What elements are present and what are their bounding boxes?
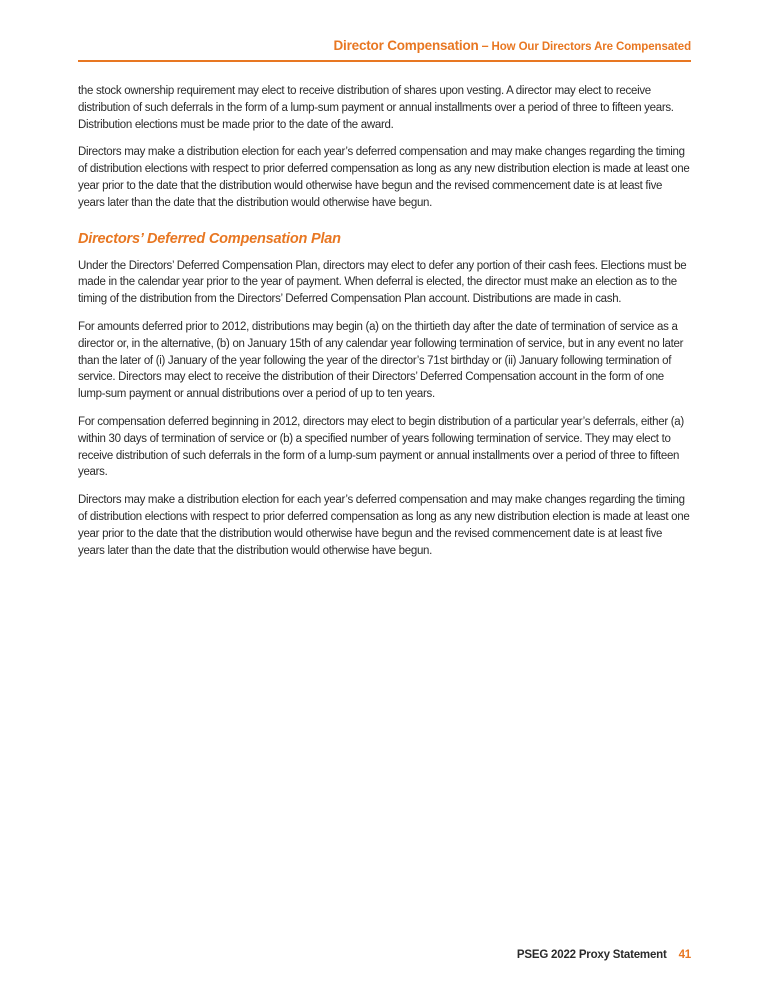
intro-paragraph-2: Directors may make a distribution election for each year’s deferred compensation and may make changes regarding the timing of distribution elections with respect to prior deferred compensation as long as any new distribution election is made at least one year prior to the date that the distribution would otherwise have begun and the revised commencement date is at least five years later than the date that the distribution would otherwise have begun. [78,146,690,209]
header-subsection-title: How Our Directors Are Compensated [491,41,691,53]
section-paragraph-1: Under the Directors’ Deferred Compensation Plan, directors may elect to defer any portion of their cash fees. Elections must be made in the calendar year prior to the year of payment. When deferral is elected, the director must make an election as to the timing of the distribution from the Directors’ Deferred Compensation Plan account. Distributions are made in cash. [78,259,687,306]
page-footer [517,949,691,961]
footer-document-title: PSEG 2022 Proxy Statement [516,949,667,961]
header-separator: – [481,39,489,53]
page-header [78,0,691,62]
section-heading-directors-deferred-compensation-plan: Directors’ Deferred Compensation Plan [78,230,341,247]
section-paragraph-4: Directors may make a distribution election for each year’s deferred compensation and may make changes regarding the timing of distribution elections with respect to prior deferred compensation as long as any new distribution election is made at least one year prior to the date that the distribution would otherwise have begun and the revised commencement date is at least five years later than the date that the distribution would otherwise have begun. [78,494,690,557]
footer-page-number: 41 [678,949,691,961]
intro-paragraph-1: the stock ownership requirement may elect to receive distribution of shares upon vesting. A director may elect to receive distribution of such deferrals in the form of a lump-sum payment or annual installments over a period of three to fifteen years. Distribution elections must be made prior to the date of the award. [78,85,674,131]
header-section-title: Director Compensation [333,38,479,53]
section-paragraph-2: For amounts deferred prior to 2012, distributions may begin (a) on the thirtieth day after the date of termination of service as a director or, in the alternative, (b) on January 15th of any calendar year following termination of service, but in any event no later than the later of (i) January of the year following the year of the director’s 71st birthday or (ii) January following termination of service. Directors may elect to receive the distribution of their Directors’ Deferred Compensation account in the form of one lump-sum payment or annual distributions over a period of up to ten years. [78,320,684,401]
section-paragraph-3: For compensation deferred beginning in 2012, directors may elect to begin distribution of a particular year’s deferrals, either (a) within 30 days of termination of service or (b) a specified number of years following termination of service. They may elect to receive distribution of such deferrals in the form of a lump-sum payment or annual installments over a period of three to fifteen years. [78,415,684,479]
page-body [78,62,691,559]
